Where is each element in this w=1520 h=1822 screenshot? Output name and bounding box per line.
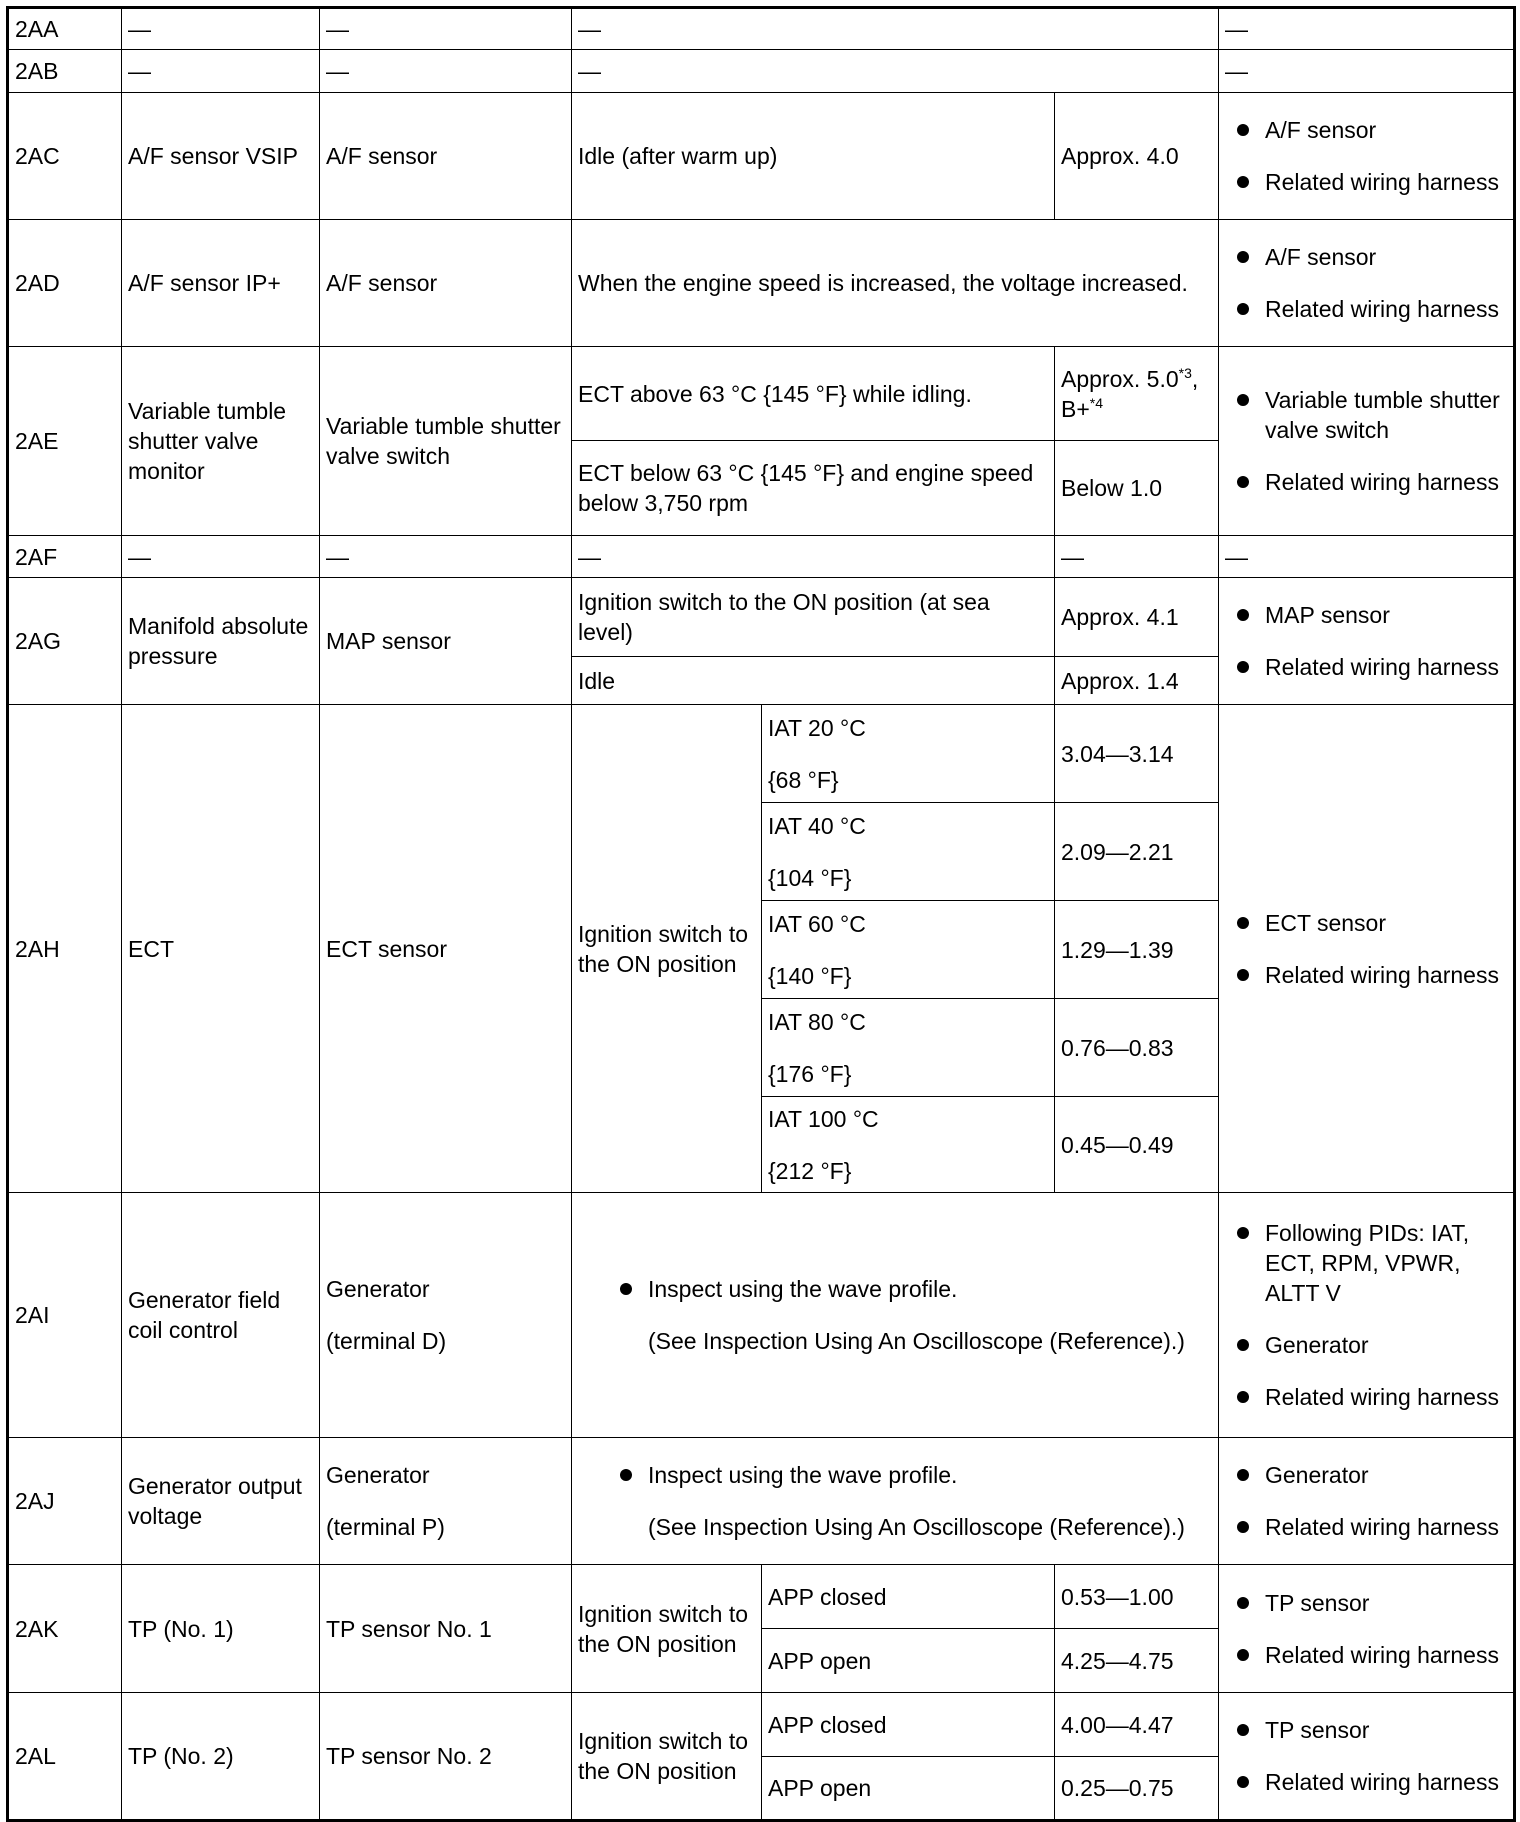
table-row [8,347,1515,441]
sub-condition-cell [762,1097,1055,1193]
value-cell: 4.25—4.75 [1055,1629,1219,1693]
sub-condition-cell: APP open [762,1757,1055,1821]
value-cell: 4.00—4.47 [1055,1693,1219,1757]
row-id: 2AC [8,93,122,220]
check-item: Related wiring harness [1225,1382,1507,1412]
terminal-cell: TP sensor No. 2 [320,1693,572,1821]
table-row [8,50,1515,93]
pid-cell: Generator field coil control [122,1193,320,1438]
value-main: Approx. 5.0 [1061,365,1179,392]
condition-cell: When the engine speed is increased, the voltage increased. [572,220,1219,347]
table-row [8,705,1515,803]
sub-condition-cell: APP closed [762,1565,1055,1629]
check-item: Related wiring harness [1225,1640,1507,1670]
row-id: 2AG [8,578,122,705]
check-item: A/F sensor [1225,115,1507,145]
check-item: Related wiring harness [1225,1512,1507,1542]
inspect-text: Inspect using the wave profile. [648,1276,958,1302]
terminal-name: Generator [326,1276,430,1302]
table-row [8,536,1515,578]
value-cell: 3.04—3.14 [1055,705,1219,803]
condition-cell: Idle [572,657,1055,705]
check-item: Generator [1225,1460,1507,1490]
pid-cell: — [122,536,320,578]
row-id: 2AJ [8,1438,122,1565]
row-id: 2AB [8,50,122,93]
pid-cell: Generator output voltage [122,1438,320,1565]
value-cell: 0.76—0.83 [1055,999,1219,1097]
check-item: Related wiring harness [1225,1767,1507,1797]
inspect-text: Inspect using the wave profile. [648,1462,958,1488]
terminal-cell: ECT sensor [320,705,572,1193]
terminal-cell [320,1193,572,1438]
check-cell: — [1219,536,1515,578]
check-cell [1219,1565,1515,1693]
table-row [8,1565,1515,1629]
condition-cell: — [572,8,1219,50]
value-cell: Approx. 4.1 [1055,578,1219,657]
check-cell [1219,220,1515,347]
sub-condition-cell [762,803,1055,901]
terminal-cell: A/F sensor [320,220,572,347]
temp-c: IAT 20 °C [768,714,866,741]
condition-cell: Ignition switch to the ON position [572,705,762,1193]
pid-cell: — [122,50,320,93]
check-cell [1219,1693,1515,1821]
row-id: 2AH [8,705,122,1193]
table-row [8,1693,1515,1757]
condition-cell: Ignition switch to the ON position [572,1565,762,1693]
check-cell [1219,705,1515,1193]
temp-c: IAT 40 °C [768,812,866,839]
check-item: Following PIDs: IAT, ECT, RPM, VPWR, ALTT V [1225,1218,1507,1308]
sub-condition-cell [762,705,1055,803]
check-item: MAP sensor [1225,600,1507,630]
value-cell: — [1055,536,1219,578]
condition-cell: Ignition switch to the ON position [572,1693,762,1821]
temp-f: {212 °F} [768,1157,852,1184]
sub-condition-cell [762,901,1055,999]
pid-cell: Manifold absolute pressure [122,578,320,705]
pid-cell: A/F sensor VSIP [122,93,320,220]
pid-cell: Variable tumble shutter valve monitor [122,347,320,536]
value-cell: Approx. 1.4 [1055,657,1219,705]
pid-cell: ECT [122,705,320,1193]
terminal-cell: — [320,536,572,578]
terminal-cell: MAP sensor [320,578,572,705]
row-id: 2AK [8,1565,122,1693]
pid-cell: TP (No. 2) [122,1693,320,1821]
value-cell: 0.25—0.75 [1055,1757,1219,1821]
terminal-cell: Variable tumble shutter valve switch [320,347,572,536]
pid-cell: A/F sensor IP+ [122,220,320,347]
table-row [8,578,1515,657]
table-row [8,1438,1515,1565]
value-cell: Approx. 4.0 [1055,93,1219,220]
value-cell: Below 1.0 [1055,441,1219,536]
condition-cell [572,1193,1219,1438]
temp-f: {176 °F} [768,1060,852,1087]
condition-cell [572,1438,1219,1565]
check-item: Related wiring harness [1225,652,1507,682]
terminal-pin: (terminal D) [326,1328,447,1354]
check-cell [1219,1438,1515,1565]
check-cell: — [1219,50,1515,93]
condition-cell: Idle (after warm up) [572,93,1055,220]
terminal-cell: A/F sensor [320,93,572,220]
pid-cell: — [122,8,320,50]
row-id: 2AD [8,220,122,347]
check-item: TP sensor [1225,1588,1507,1618]
condition-cell: ECT above 63 °C {145 °F} while idling. [572,347,1055,441]
table-row [8,1193,1515,1438]
table-row [8,220,1515,347]
terminal-cell: TP sensor No. 1 [320,1565,572,1693]
temp-f: {140 °F} [768,962,852,989]
row-id: 2AA [8,8,122,50]
table-row [8,8,1515,50]
footnote-mark: *3 [1178,364,1192,381]
check-item: Related wiring harness [1225,467,1507,497]
temp-c: IAT 60 °C [768,910,866,937]
temp-c: IAT 100 °C [768,1105,879,1132]
row-id: 2AE [8,347,122,536]
inspect-item [608,1274,1212,1356]
value-cell: 0.45—0.49 [1055,1097,1219,1193]
check-item: ECT sensor [1225,908,1507,938]
value-cell [1055,347,1219,441]
spec-table [6,6,1516,1822]
terminal-cell: — [320,50,572,93]
temp-f: {68 °F} [768,766,839,793]
row-id: 2AL [8,1693,122,1821]
see-reference: (See Inspection Using An Oscilloscope (Reference).) [648,1514,1185,1540]
inspect-item [608,1460,1212,1542]
check-item: Generator [1225,1330,1507,1360]
row-id: 2AF [8,536,122,578]
temp-c: IAT 80 °C [768,1008,866,1035]
check-cell [1219,1193,1515,1438]
check-cell [1219,578,1515,705]
value-cell: 2.09—2.21 [1055,803,1219,901]
condition-cell: Ignition switch to the ON position (at sea level) [572,578,1055,657]
check-cell: — [1219,8,1515,50]
check-item: A/F sensor [1225,242,1507,272]
row-id: 2AI [8,1193,122,1438]
condition-cell: — [572,536,1055,578]
temp-f: {104 °F} [768,864,852,891]
value-cell: 1.29—1.39 [1055,901,1219,999]
see-reference: (See Inspection Using An Oscilloscope (Reference).) [648,1328,1185,1354]
sub-condition-cell [762,999,1055,1097]
condition-cell: ECT below 63 °C {145 °F} and engine speed below 3,750 rpm [572,441,1055,536]
sub-condition-cell: APP closed [762,1693,1055,1757]
terminal-voltage-table [6,6,1516,1822]
footnote-mark: *4 [1089,394,1104,411]
check-item: Related wiring harness [1225,167,1507,197]
terminal-pin: (terminal P) [326,1514,445,1540]
check-item: Related wiring harness [1225,960,1507,990]
check-item: Variable tumble shutter valve switch [1225,385,1507,445]
table-row [8,93,1515,220]
check-item: Related wiring harness [1225,294,1507,324]
terminal-cell: — [320,8,572,50]
check-item: TP sensor [1225,1715,1507,1745]
check-cell [1219,93,1515,220]
value-mid: , B+ [1061,365,1199,422]
sub-condition-cell: APP open [762,1629,1055,1693]
pid-cell: TP (No. 1) [122,1565,320,1693]
condition-cell: — [572,50,1219,93]
terminal-cell [320,1438,572,1565]
terminal-name: Generator [326,1462,430,1488]
check-cell [1219,347,1515,536]
value-cell: 0.53—1.00 [1055,1565,1219,1629]
